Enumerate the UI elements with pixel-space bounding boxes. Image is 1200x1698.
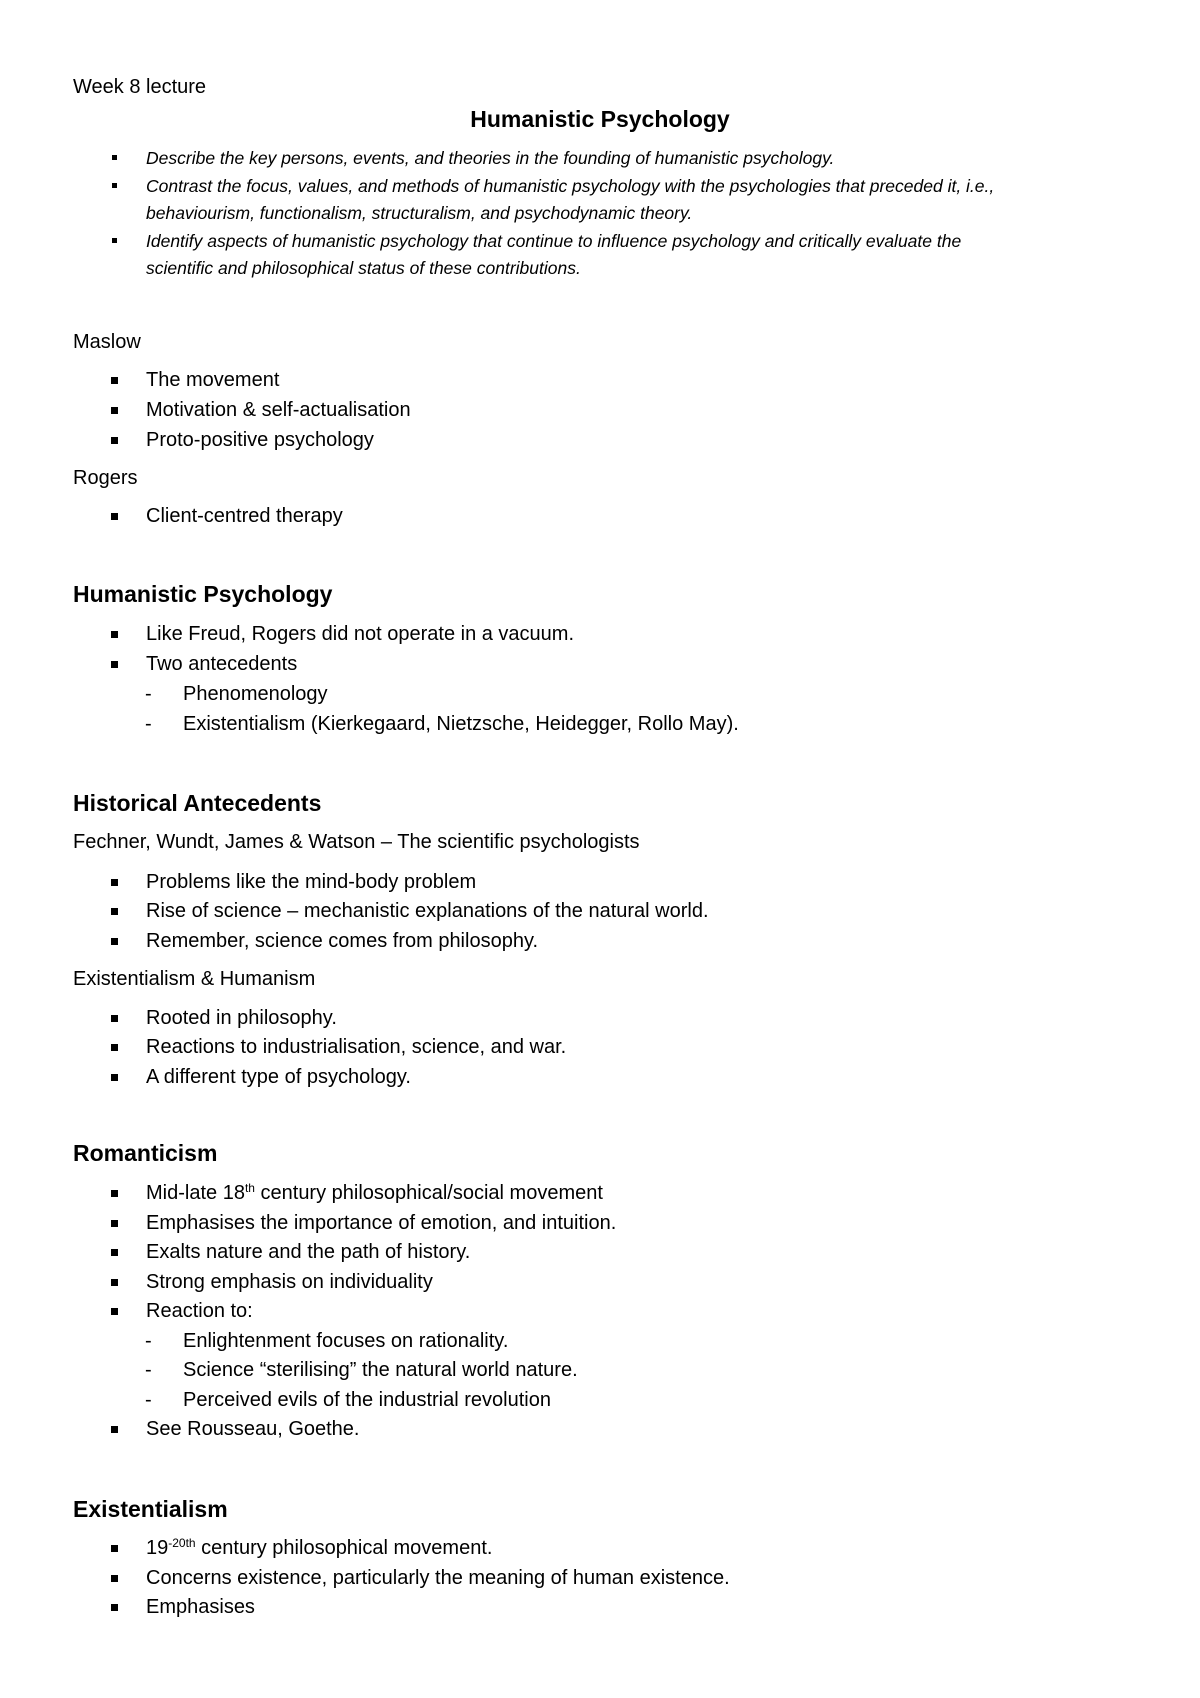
section-heading: Existentialism: [73, 1496, 228, 1522]
dash-icon: -: [145, 713, 152, 735]
list-item: Strong emphasis on individuality: [146, 1271, 433, 1293]
group-label: Fechner, Wundt, James & Watson – The scientific psychologists: [73, 831, 640, 853]
bullet-icon: [111, 1074, 118, 1081]
dash-icon: -: [145, 683, 152, 705]
bullet-icon: [111, 513, 118, 520]
bullet-icon: [111, 1279, 118, 1286]
bullet-icon: [112, 183, 117, 188]
bullet-icon: [111, 938, 118, 945]
sub-list-item: Science “sterilising” the natural world nature.: [183, 1359, 578, 1381]
list-item: Emphasises the importance of emotion, and intuition.: [146, 1212, 617, 1234]
bullet-icon: [111, 1015, 118, 1022]
week-label: Week 8 lecture: [73, 76, 207, 98]
section-heading: Romanticism: [73, 1140, 218, 1166]
list-item: Remember, science comes from philosophy.: [146, 930, 539, 952]
section-heading: Historical Antecedents: [73, 790, 322, 816]
bullet-icon: [111, 631, 118, 638]
list-item: Client-centred therapy: [146, 505, 343, 527]
list-item: Two antecedents: [146, 653, 298, 675]
rogers-label: Rogers: [73, 467, 138, 489]
list-item: Motivation & self-actualisation: [146, 399, 411, 421]
sub-list-item: Phenomenology: [183, 683, 328, 705]
page-title: Humanistic Psychology: [470, 106, 730, 132]
objective-line: behaviourism, functionalism, structuralism, and psychodynamic theory.: [146, 203, 693, 223]
bullet-icon: [111, 879, 118, 886]
list-item: See Rousseau, Goethe.: [146, 1418, 360, 1440]
group-label: Existentialism & Humanism: [73, 968, 316, 990]
bullet-icon: [112, 155, 117, 160]
list-item: Exalts nature and the path of history.: [146, 1241, 471, 1263]
list-item: A different type of psychology.: [146, 1066, 411, 1088]
bullet-icon: [111, 377, 118, 384]
bullet-icon: [111, 1044, 118, 1051]
list-item: Rooted in philosophy.: [146, 1007, 337, 1029]
list-item: Emphasises: [146, 1596, 255, 1618]
sub-list-item: Perceived evils of the industrial revolution: [183, 1389, 551, 1411]
objective-line: Contrast the focus, values, and methods of humanistic psychology with the psychologies that preceded it, i.e.,: [146, 176, 995, 196]
bullet-icon: [112, 238, 117, 243]
objective-line: scientific and philosophical status of these contributions.: [146, 258, 581, 278]
section-heading: Humanistic Psychology: [73, 581, 333, 607]
list-item: Like Freud, Rogers did not operate in a vacuum.: [146, 623, 575, 645]
maslow-label: Maslow: [73, 331, 141, 353]
objective-line: Describe the key persons, events, and theories in the founding of humanistic psychology.: [146, 148, 835, 168]
bullet-icon: [111, 1604, 118, 1611]
bullet-icon: [111, 1426, 118, 1433]
list-item: Proto-positive psychology: [146, 429, 374, 451]
list-item: Problems like the mind-body problem: [146, 871, 477, 893]
bullet-icon: [111, 1190, 118, 1197]
bullet-icon: [111, 661, 118, 668]
sub-list-item: Existentialism (Kierkegaard, Nietzsche, Heidegger, Rollo May).: [183, 713, 739, 735]
list-item: Reaction to:: [146, 1300, 253, 1322]
list-item: Mid-late 18th century philosophical/social movement: [146, 1181, 603, 1204]
objective-line: Identify aspects of humanistic psychology that continue to influence psychology and critically evaluate the: [146, 231, 962, 251]
bullet-icon: [111, 1249, 118, 1256]
list-item: Reactions to industrialisation, science, and war.: [146, 1036, 567, 1058]
dash-icon: -: [145, 1389, 152, 1411]
list-item: Rise of science – mechanistic explanations of the natural world.: [146, 900, 709, 922]
dash-icon: -: [145, 1330, 152, 1352]
bullet-icon: [111, 908, 118, 915]
bullet-icon: [111, 1308, 118, 1315]
list-item: $19^{-20th}$ century philosophical movement.: [146, 1536, 493, 1559]
list-item: Concerns existence, particularly the meaning of human existence.: [146, 1567, 730, 1589]
bullet-icon: [111, 407, 118, 414]
sub-list-item: Enlightenment focuses on rationality.: [183, 1330, 509, 1352]
bullet-icon: [111, 1575, 118, 1582]
dash-icon: -: [145, 1359, 152, 1381]
bullet-icon: [111, 437, 118, 444]
bullet-icon: [111, 1545, 118, 1552]
bullet-icon: [111, 1220, 118, 1227]
list-item: The movement: [146, 369, 280, 391]
